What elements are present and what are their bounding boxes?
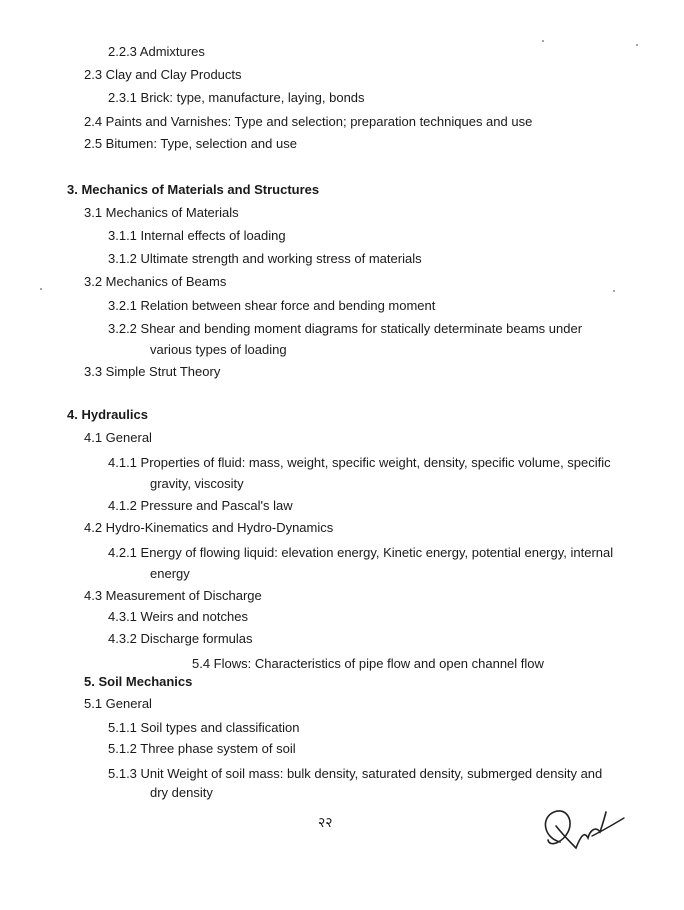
item-4-3-1: 4.3.1 Weirs and notches <box>108 609 248 624</box>
section-5-heading: 5. Soil Mechanics <box>84 674 193 689</box>
scan-speck <box>613 290 615 292</box>
item-4-1-2: 4.1.2 Pressure and Pascal's law <box>108 498 293 513</box>
item-3-1-1: 3.1.1 Internal effects of loading <box>108 228 286 243</box>
item-4-2-1: 4.2.1 Energy of flowing liquid: elevation energy, Kinetic energy, potential energy, internal <box>108 545 614 560</box>
item-5-1: 5.1 General <box>84 696 152 711</box>
item-4-1-1-cont: gravity, viscosity <box>150 476 244 491</box>
signature-mark <box>530 790 640 870</box>
item-3-1-2: 3.1.2 Ultimate strength and working stress of materials <box>108 251 422 266</box>
section-3-heading: 3. Mechanics of Materials and Structures <box>67 182 320 197</box>
item-3-2-2: 3.2.2 Shear and bending moment diagrams for statically determinate beams under <box>108 321 583 336</box>
item-5-1-3-cont: dry density <box>150 785 213 800</box>
item-5-4: 5.4 Flows: Characteristics of pipe flow and open channel flow <box>192 656 544 671</box>
item-2-2-3: 2.2.3 Admixtures <box>108 44 205 59</box>
item-5-1-3: 5.1.3 Unit Weight of soil mass: bulk density, saturated density, submerged density and <box>108 766 603 781</box>
item-4-2: 4.2 Hydro-Kinematics and Hydro-Dynamics <box>84 520 334 535</box>
item-5-1-1: 5.1.1 Soil types and classification <box>108 720 300 735</box>
item-3-3: 3.3 Simple Strut Theory <box>84 364 221 379</box>
item-3-2-1: 3.2.1 Relation between shear force and bending moment <box>108 298 436 313</box>
item-3-2-2-cont: various types of loading <box>150 342 287 357</box>
item-2-3: 2.3 Clay and Clay Products <box>84 67 242 82</box>
item-3-2: 3.2 Mechanics of Beams <box>84 274 227 289</box>
item-4-1: 4.1 General <box>84 430 152 445</box>
item-4-2-1-cont: energy <box>150 566 190 581</box>
scan-speck <box>542 40 544 42</box>
item-2-5: 2.5 Bitumen: Type, selection and use <box>84 136 297 151</box>
scan-speck <box>636 44 638 46</box>
item-5-1-2: 5.1.2 Three phase system of soil <box>108 741 296 756</box>
item-4-3: 4.3 Measurement of Discharge <box>84 588 262 603</box>
item-4-1-1: 4.1.1 Properties of fluid: mass, weight, specific weight, density, specific volume, specific <box>108 455 611 470</box>
item-2-4: 2.4 Paints and Varnishes: Type and selection; preparation techniques and use <box>84 114 533 129</box>
page-number: २२ <box>318 815 333 831</box>
item-2-3-1: 2.3.1 Brick: type, manufacture, laying, bonds <box>108 90 365 105</box>
item-4-3-2: 4.3.2 Discharge formulas <box>108 631 253 646</box>
section-4-heading: 4. Hydraulics <box>67 407 148 422</box>
scan-speck <box>40 288 42 290</box>
item-3-1: 3.1 Mechanics of Materials <box>84 205 239 220</box>
